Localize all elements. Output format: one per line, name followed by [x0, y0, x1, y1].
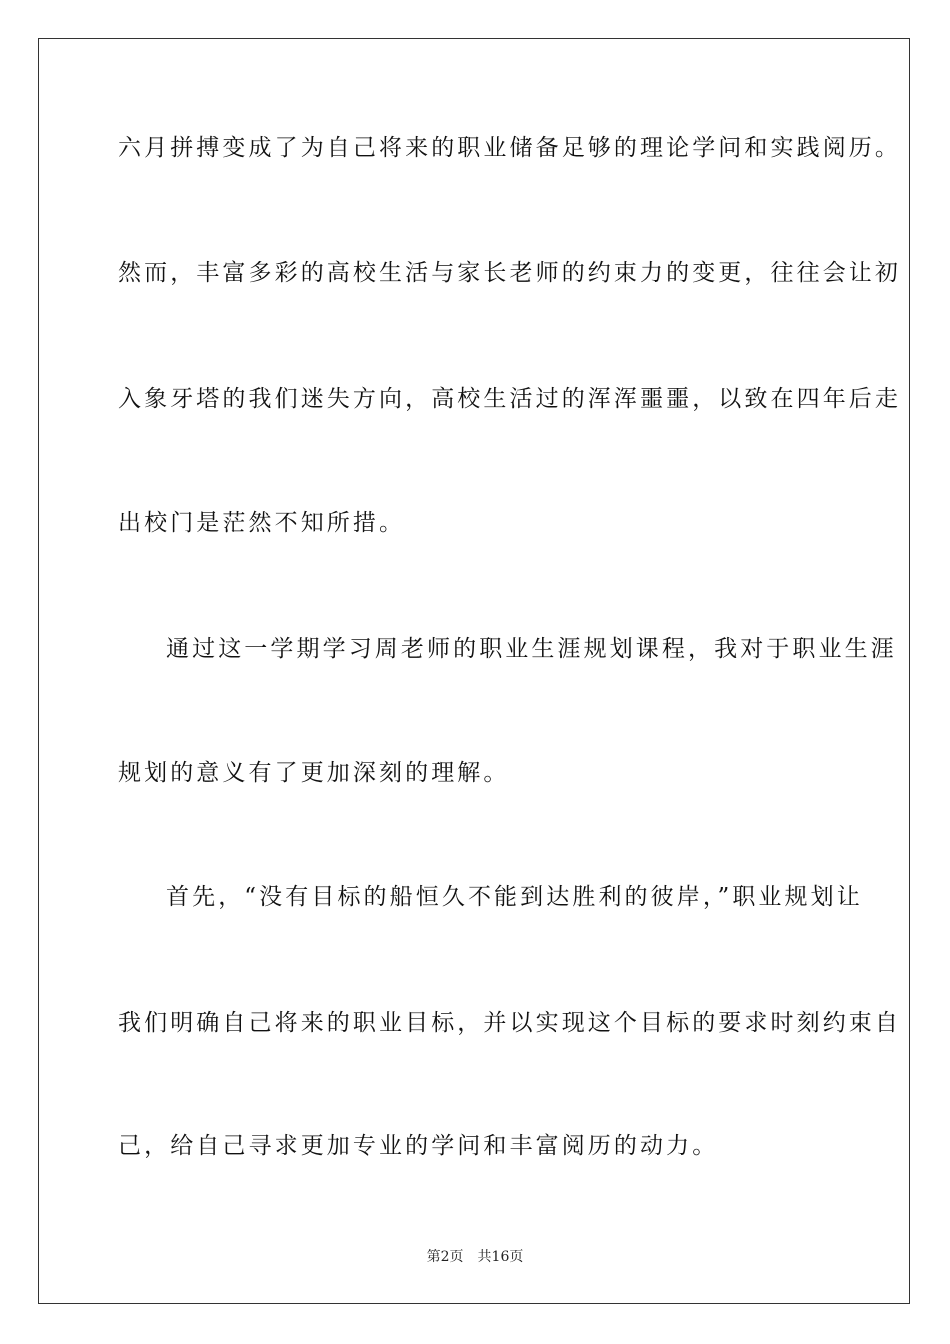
body-text-line: 出校门是茫然不知所措。 — [118, 510, 406, 536]
page-footer — [0, 1248, 950, 1266]
paragraph-start-line: 通过这一学期学习周老师的职业生涯规划课程，我对于职业生涯 — [166, 636, 897, 662]
page-border — [38, 38, 910, 1304]
body-text-line: 六月拼搏变成了为自己将来的职业储备足够的理论学问和实践阅历。 — [118, 135, 901, 161]
page-number: 第2页 — [426, 1249, 464, 1265]
body-text-line: 规划的意义有了更加深刻的理解。 — [118, 760, 510, 786]
body-text-line: 然而，丰富多彩的高校生活与家长老师的约束力的变更，往往会让初 — [118, 260, 901, 286]
page-total: 共16页 — [477, 1249, 524, 1265]
body-text-line: 我们明确自己将来的职业目标，并以实现这个目标的要求时刻约束自 — [118, 1010, 901, 1036]
body-text-line: 己，给自己寻求更加专业的学问和丰富阅历的动力。 — [118, 1133, 719, 1159]
body-text-line: 入象牙塔的我们迷失方向，高校生活过的浑浑噩噩，以致在四年后走 — [118, 386, 901, 412]
paragraph-start-line: 首先，“没有目标的船恒久不能到达胜利的彼岸，”职业规划让 — [166, 884, 863, 910]
